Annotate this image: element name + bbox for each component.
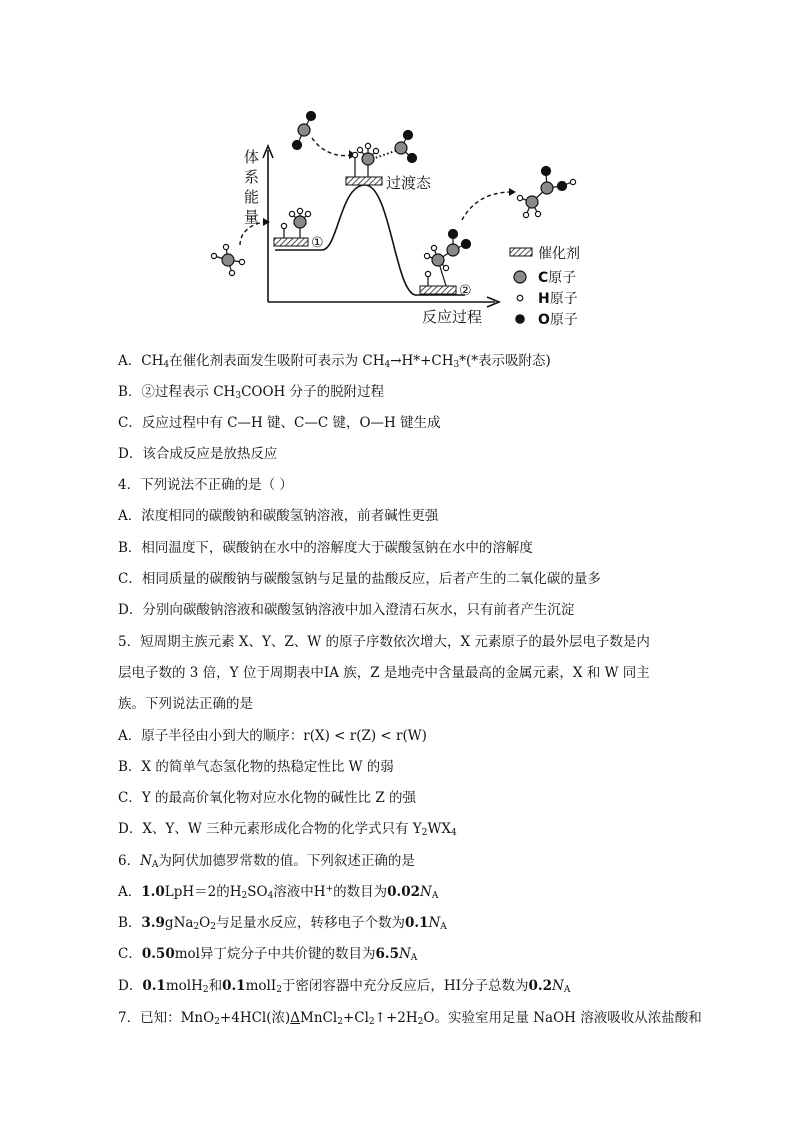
legend-c-suffix: 原子 bbox=[548, 270, 577, 286]
q6-option-a: A．1.0LpH＝2的$H_2SO_4$溶液中H+的数目为$0.02N_A$ bbox=[118, 884, 439, 901]
q4-stem: 4．下列说法不正确的是（ ） bbox=[118, 477, 293, 493]
q6-stem: 6．$N_A$为阿伏加德罗常数的值。下列叙述正确的是 bbox=[118, 853, 415, 870]
q4-option-a: A．浓度相同的碳酸钠和碳酸氢钠溶液，前者碱性更强 bbox=[118, 508, 439, 524]
q4-option-c: C．相同质量的碳酸钠与碳酸氢钠与足量的盐酸反应，后者产生的二氧化碳的量多 bbox=[118, 571, 601, 587]
q6-option-c: C．0.50mol异丁烷分子中共价键的数目为$6.5N_A$ bbox=[118, 946, 418, 963]
q5-stem-line-2: 层电子数的 3 倍，Y 位于周期表中ⅠA 族，Z 是地壳中含量最高的金属元素，X 和 W 同主 bbox=[118, 665, 650, 681]
q3-option-a: A．$CH_4$在催化剂表面发生吸附可表示为 $CH_4\to H*+CH_3*(*$表示吸附态) bbox=[118, 353, 551, 370]
y-label-char-1: 体 bbox=[244, 148, 260, 166]
q5-stem-line-1: 5．短周期主族元素 X、Y、Z、W 的原子序数依次增大，X 元素原子的最外层电子数是内 bbox=[118, 634, 650, 650]
q3-option-d: D．该合成反应是放热反应 bbox=[118, 446, 278, 462]
y-axis-label bbox=[244, 148, 259, 226]
y-label-char-4: 量 bbox=[244, 208, 260, 226]
marker-1: ① bbox=[311, 235, 324, 251]
legend-h-suffix: 原子 bbox=[549, 291, 578, 307]
q5-option-b: B．X 的简单气态氢化物的热稳定性比 W 的弱 bbox=[118, 759, 394, 775]
q3-option-c: C．反应过程中有 C—H 键、C—C 键，O—H 键生成 bbox=[118, 415, 441, 431]
catalyst-bar-ts bbox=[346, 177, 382, 185]
co2-molecule bbox=[293, 112, 316, 150]
q5-option-c: C．Y 的最高价氧化物对应水化物的碱性比 Z 的强 bbox=[118, 790, 416, 806]
legend-oxygen-swatch bbox=[515, 314, 525, 324]
transition-state-label: 过渡态 bbox=[386, 174, 432, 192]
legend-carbon-swatch bbox=[514, 271, 526, 283]
q4-option-b: B．相同温度下，碳酸钠在水中的溶解度大于碳酸氢钠在水中的溶解度 bbox=[118, 540, 533, 556]
catalyst-bar-1 bbox=[274, 238, 308, 246]
legend-o: O bbox=[538, 312, 550, 328]
svg-text:O原子 bbox=[538, 312, 578, 328]
q6-option-d: D．0.1molH$_2$和0.1molI$_2$于密闭容器中充分反应后，HI分子总数为$0.2N_A$ bbox=[118, 978, 571, 995]
methane-molecule bbox=[211, 244, 244, 275]
adsorbed-acetic-acid bbox=[424, 230, 470, 287]
legend-c: C bbox=[538, 270, 549, 286]
q7-stem: 7．已知：MnO$_2$+4HCl(浓)$\Delta MnCl_2+Cl_2↑+2H_2O$。实验室用足量 NaOH 溶液吸收从浓盐酸和 bbox=[118, 1010, 702, 1027]
svg-text:C原子 bbox=[538, 270, 576, 286]
legend-h: H bbox=[538, 291, 550, 307]
energy-diagram bbox=[200, 110, 600, 335]
legend-o-suffix: 原子 bbox=[549, 312, 578, 328]
svg-text:H原子 bbox=[538, 291, 578, 307]
legend bbox=[510, 245, 580, 328]
legend-hydrogen-swatch bbox=[517, 295, 523, 301]
x-axis-label: 反应过程 bbox=[422, 308, 483, 326]
y-label-char-3: 能 bbox=[244, 188, 260, 206]
q5-option-a: A．原子半径由小到大的顺序：r(X) < r(Z) < r(W) bbox=[118, 728, 427, 744]
legend-catalyst-label: 催化剂 bbox=[538, 246, 580, 262]
marker-2: ② bbox=[459, 283, 472, 299]
q3-option-b: B．②过程表示 $CH_3COOH$ 分子的脱附过程 bbox=[118, 384, 385, 401]
catalyst-bar-2 bbox=[420, 286, 456, 294]
q6-option-b: B．$3.9gNa_2O_2$与足量水反应，转移电子个数为$0.1N_A$ bbox=[118, 915, 447, 932]
legend-catalyst-swatch bbox=[510, 248, 532, 256]
q5-option-d: D．X、Y、W 三种元素形成化合物的化学式只有 $Y_2WX_4$ bbox=[118, 821, 457, 838]
adsorbed-ch3-h bbox=[281, 208, 310, 238]
acetic-acid-molecule bbox=[517, 167, 575, 218]
q4-option-d: D．分别向碳酸钠溶液和碳酸氢钠溶液中加入澄清石灰水，只有前者产生沉淀 bbox=[118, 602, 575, 618]
y-label-char-2: 系 bbox=[244, 168, 260, 186]
q5-stem-line-3: 族。下列说法正确的是 bbox=[118, 696, 253, 712]
